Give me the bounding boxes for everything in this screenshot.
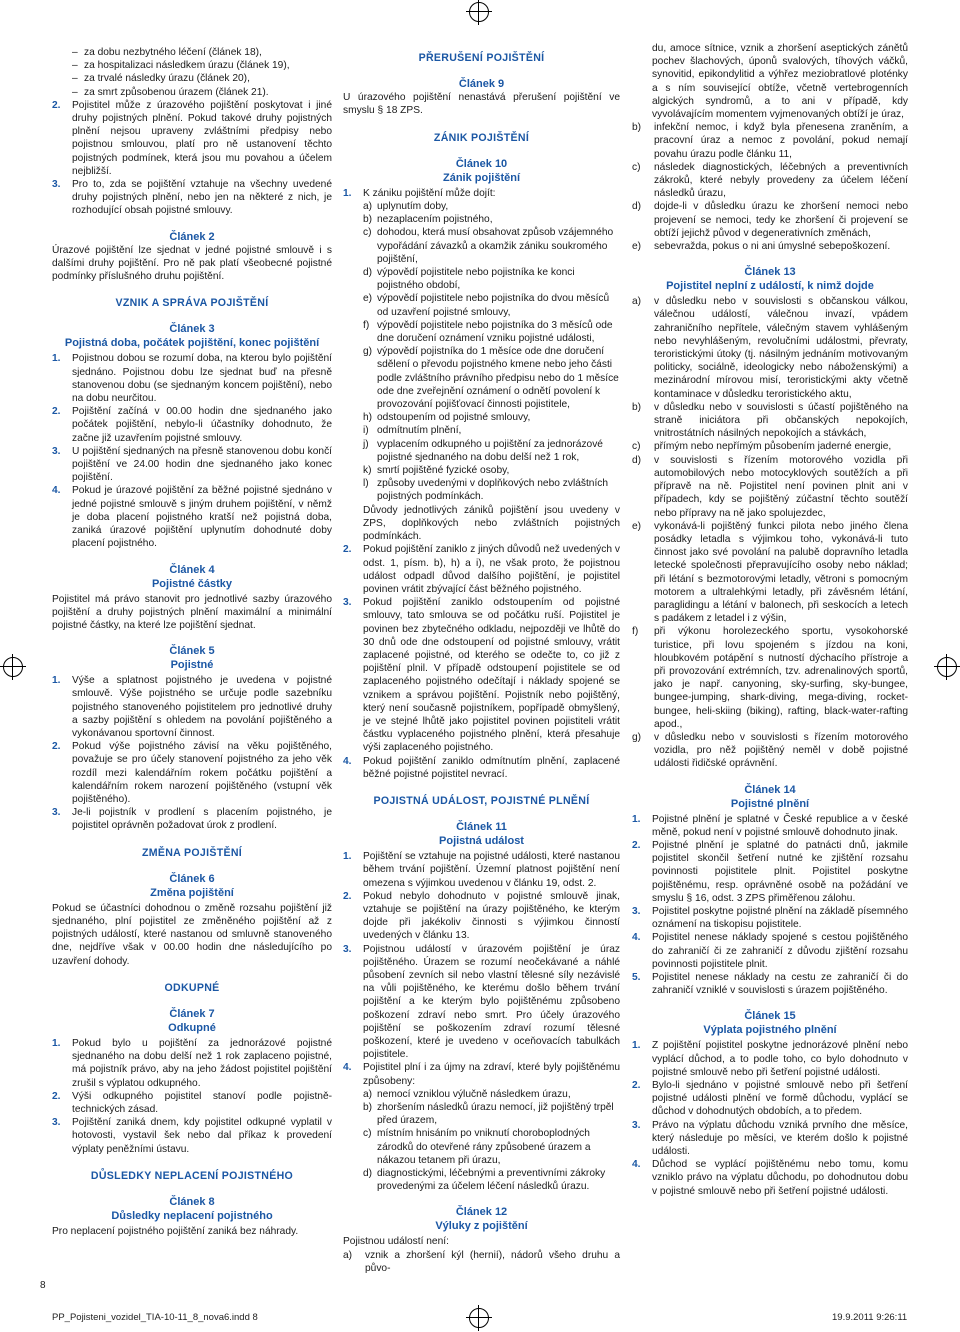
article-title: Důsledky neplacení pojistného bbox=[111, 1210, 273, 1222]
numbered-paragraph: 1. Výše a splatnost pojistného je uvedena v pojistné smlouvě. Výše pojistného se určuje podle sazebníku pojistného stanoveného pojistitelem pro jednotlivé druhy a sazby pojištění s ohledem na povolání pojištěného a vykonávanou sportovní činnost. bbox=[52, 675, 332, 739]
paragraph: U úrazového pojištění nenastává přerušení pojištění ve smyslu § 18 ZPS. bbox=[343, 92, 620, 117]
registration-mark-bottom bbox=[469, 1308, 489, 1328]
numbered-paragraph: 1. Pojištění se vztahuje na pojistné události, které nastanou během trvání pojištění. Územní platnost pojištění není omezena s výjimkou uvedenou v článku 19, odst. 2. bbox=[343, 851, 620, 889]
list-item: – za trvalé následky úrazu (článek 20), bbox=[72, 73, 250, 85]
section-heading: ZMĚNA POJIŠTĚNÍ bbox=[141, 846, 243, 859]
section-heading: ODKUPNÉ bbox=[164, 981, 220, 994]
list-item: e) vykonává-li pojištěný funkci pilota nebo jiného člena posádky letadla s výjimkou toho, vykonává-li tuto činnost jako své povolání na palubě dopravního letadla letecké společnosti přepravujícího osoby nebo náklad; při létání s bezmotorovými letadly, větroni s pomocným motorem a ultralehkými letadly, při závěsném létání, paraglidingu a létání v balonech, při seskocích a letech s padákem z letadel i z výšin, bbox=[632, 520, 908, 625]
article-title: Zánik pojištění bbox=[442, 171, 520, 184]
numbered-paragraph: 1. Pojistnou dobou se rozumí doba, na kterou bylo pojištění sjednáno. Pojistnou dobu lze sjednat buď na přesně stanovenou dobu (se sjednaným koncem pojištění), nebo na dobu neurčitou. bbox=[52, 353, 332, 405]
list-item: e) sebevražda, pokus o ni ani úmyslné sebepoškození. bbox=[632, 241, 891, 253]
numbered-paragraph: 5. Pojistitel nenese náklady na cestu ze zahraničí či do zahraničí vzniklé v souvislosti s úrazem pojištěného. bbox=[632, 972, 908, 997]
article-title: Pojistné plnění bbox=[730, 797, 810, 810]
list-item: e) výpovědí pojistitele nebo pojistníka do dvou měsíců od uzavření pojistné smlouvy, bbox=[363, 293, 610, 318]
paragraph: Úrazové pojištění lze sjednat v jedné pojistné smlouvě i s dalšími druhy pojištění. Pro ně pak platí všeobecné pojistné podmínky příslušného druhu pojištění. bbox=[52, 244, 332, 283]
numbered-paragraph: 4. Pokud je úrazové pojištění za běžné pojistné sjednáno v jedné pojistné smlouvě s jiným druhem pojištění, v němž je doba placení pojistného kratší než pojistná doba, zaniká úrazové pojištění uplynutím dohodnuté doby placení pojistného. bbox=[52, 485, 332, 550]
numbered-paragraph: 3. U pojištění sjednaných na přesně stanovenou dobu končí pojištění ve 24.00 hodin dne sjednaného jako konec pojištění. bbox=[52, 445, 332, 484]
paragraph: du, amoce sítnice, vznik a zhoršení aseptických zánětů pochev šlachových, úponů svalových, tíhových váčků, synovitid, epikondylitid a výhřez meziobratlové ploténky a s ním související obtíže, včetně vertebrogenních algických syndromů, a to ani v případě, kdy vyvolávajícím momentem vyjmenovaných obtíží je úraz, bbox=[652, 43, 908, 121]
footer-timestamp: 19.9.2011 9:26:11 bbox=[832, 1312, 908, 1323]
footer-filename: PP_Pojisteni_vozidel_TIA-10-11_8_nova6.indd 8 bbox=[52, 1312, 258, 1323]
section-heading: ZÁNIK POJIŠTĚNÍ bbox=[433, 131, 530, 144]
article-title: Pojistné bbox=[170, 659, 214, 672]
list-item: d) výpovědí pojistitele nebo pojistníka ke konci pojistného období, bbox=[363, 267, 575, 292]
paragraph: Pojistitel má právo stanovit pro jednotlivé sazby úrazového pojištění a druhy pojistných plnění maximální a minimální pojistné částky, na které lze pojištění sjednat. bbox=[52, 593, 332, 631]
list-item: g) v důsledku nebo v souvislosti s řízením motorového vozidla, pro něž pojištěný neměl v době pojistné události řidičské oprávnění. bbox=[632, 731, 908, 770]
numbered-paragraph: 3. Pojištění zaniká dnem, kdy pojistitel odkupné vyplatil v hotovosti, vystavil šek nebo dal příkaz k provedení výplaty peněžními ústavu. bbox=[52, 1117, 332, 1155]
numbered-paragraph: 2. Pokud pojištění zaniklo z jiných důvodů než uvedených v odst. 1, písm. b), h) a i), ne však proto, že pojistnou událost odpadl důvod dalšího pojištění, je pojistitel povinen vrátit zbývající část běžného pojistného. bbox=[343, 544, 620, 595]
article-title: Odkupné bbox=[168, 1021, 216, 1034]
numbered-paragraph: 2. Bylo-li sjednáno v pojistné smlouvě nebo při šetření pojistné události plnění ve formě důchodu, vyplácí se důchod v dohodnutých obdobích, a to předem. bbox=[632, 1080, 908, 1118]
paragraph: Pro neplacení pojistného pojištění zaniká bez náhrady. bbox=[52, 1226, 299, 1237]
article-heading: Článek 11 bbox=[456, 821, 507, 834]
list-item: g) výpovědí pojistníka do 1 měsíce ode dne doručení sdělení o převodu pojistného kmene nebo jeho části podle zvláštního právního předpisu nebo do 1 měsíce ode dne zveřejnění oznámení o odnětí povolení k provozování pojišťovací činnosti pojistitele, bbox=[363, 346, 619, 411]
article-heading: Článek 9 bbox=[458, 78, 505, 91]
section-heading: PŘERUŠENÍ POJIŠTĚNÍ bbox=[418, 52, 545, 64]
list-item: k) smrtí pojištěné fyzické osoby, bbox=[363, 465, 510, 477]
list-item: h) odstoupením od pojistné smlouvy, bbox=[363, 412, 531, 424]
article-heading: Článek 12 bbox=[455, 1206, 508, 1219]
article-heading: Článek 13 bbox=[744, 266, 796, 279]
numbered-paragraph: 3. Právo na výplatu důchodu vzniká prvního dne měsíce, který následuje po měsíci, ve kterém došlo k pojistné události. bbox=[632, 1119, 908, 1158]
numbered-paragraph: 1. Pokud bylo u pojištění za jednorázové pojistné sjednaného na dobu delší než 1 rok zaplaceno pojistné, má pojistník právo, aby na jeho žádost pojistitel pojištění zrušil s výplatou odkupného. bbox=[52, 1037, 332, 1089]
list-item: – za hospitalizaci následkem úrazu (článek 19), bbox=[72, 60, 290, 72]
list-item: i) odmítnutím plnění, bbox=[363, 425, 462, 437]
numbered-paragraph: 2. Pojištění začíná v 00.00 hodin dne sjednaného jako počátek pojištění, nebylo-li účastníky dohodnuto, že začne již uzavřením pojistné smlouvy. bbox=[52, 406, 332, 444]
numbered-paragraph: 2. Pokud výše pojistného závisí na věku pojištěného, považuje se pro účely stanovení pojistného za jeho věk rozdíl mezi kalendářním rokem počátku pojištění a kalendářním rokem narození pojištěného (vstupní věk pojištěného). bbox=[52, 741, 332, 805]
article-heading: Článek 8 bbox=[169, 1196, 215, 1208]
numbered-paragraph: 1. Pojistné plnění je splatné v České republice a v české měně, pokud není v pojistné smlouvě dohodnuto jinak. bbox=[632, 813, 908, 838]
list-item: c) dohodou, která musí obsahovat způsob vzájemného vypořádání závazků a okamžik zániku soukromého pojištění, bbox=[363, 227, 614, 265]
numbered-paragraph: 3. Pokud pojištění zaniklo odstoupením od pojistné smlouvy, tato smlouva se od počátku ruší. Pojistitel je povinen bez zbytečného odkladu, nejpozději ve lhůtě do 30 dnů ode dne odstoupení od pojistné smlouvy, vrátit zaplacené pojistné, od kterého se odečte to, co již z pojištění plnil. V případě odstoupení pojistitele se od zaplaceného pojistného odečítají i náklady spojené se vznikem a správou pojištění. Pojistník nebo pojištěný, který není současně pojistníkem, popřípadě obmyšlený, je ve stejné lhůtě jako pojistitel povinen pojistiteli vrátit částku vyplaceného pojistného plnění, která přesahuje výši zaplaceného pojistného. bbox=[343, 597, 620, 754]
registration-mark-left bbox=[3, 657, 23, 677]
lettered-list bbox=[632, 295, 908, 770]
article-title: Změna pojištění bbox=[150, 886, 234, 899]
list-item: b) infekční nemoc, i když byla přenesena zraněním, a pracovní úraz a nemoc z povolání, pokud nemají povahu úrazu podle článku 11, bbox=[632, 122, 908, 160]
column-right bbox=[632, 42, 908, 1198]
list-item: b) zhoršením následků úrazu nemocí, již pojištěný trpěl před úrazem, bbox=[363, 1102, 614, 1127]
numbered-paragraph: 1. K zániku pojištění může dojít: bbox=[343, 187, 496, 199]
registration-mark-top bbox=[469, 2, 489, 22]
section-heading: POJISTNÁ UDÁLOST, POJISTNÉ PLNĚNÍ bbox=[373, 794, 590, 807]
article-heading: Článek 10 bbox=[455, 157, 508, 170]
column-middle bbox=[343, 46, 620, 1275]
section-heading: VZNIK A SPRÁVA POJIŠTĚNÍ bbox=[115, 297, 269, 310]
column-left bbox=[52, 46, 332, 1238]
list-item: a) uplynutím doby, bbox=[363, 201, 449, 213]
list-item: c) následek diagnostických, léčebných a preventivních zákroků, které nebyly provedeny za účelem léčení následků úrazu, bbox=[632, 161, 908, 200]
article-heading: Článek 15 bbox=[744, 1010, 796, 1023]
list-item: c) přímým nebo nepřímým působením jaderné energie, bbox=[632, 441, 892, 453]
article-title: Pojistitel neplní z událostí, k nimž dojde bbox=[666, 280, 874, 293]
article-heading: Článek 7 bbox=[169, 1007, 215, 1020]
lettered-list bbox=[343, 1088, 620, 1194]
list-item: b) nezaplacením pojistného, bbox=[363, 214, 493, 226]
article-heading: Článek 5 bbox=[169, 645, 215, 658]
numbered-paragraph: 4. Pojistitel plní i za újmy na zdraví, které byly pojištěnému způsobeny: bbox=[343, 1062, 620, 1087]
list-item: f) při výkonu horolezeckého sportu, vysokohorské turistice, při lovu spojeném s jízdou na koni, hloubkovém potápění s nutností dýchacího přístroje a při provozování extrémních, tzv. adrenalinových sportů, jako je např. canyoning, sky-surfing, sky-bungee, bungee-jumping, shark-diving, mega-diving, rocket-bungee, heli-skiing (biking), rafting, black-water-rafting apod., bbox=[632, 626, 908, 730]
list-item: a) vznik a zhoršení kýl (hernií), nádorů všeho druhu a půvo- bbox=[343, 1249, 620, 1274]
list-item: – za smrt způsobenou úrazem (článek 21). bbox=[72, 86, 269, 98]
list-item: d) dojde-li v důsledku úrazu ke zhoršení nemoci nebo projevení se nemoci, tedy ke zhoršení či projevení se obtíží jejichž původ v degenerativních změnách, bbox=[632, 201, 908, 239]
list-item: j) vyplacením odkupného u pojištění za jednorázové pojistné sjednaného na dobu delší než 1 rok, bbox=[363, 438, 603, 463]
list-item: l) způsoby uvedenými v doplňkových nebo zvláštních pojistných podmínkách. bbox=[363, 478, 609, 503]
numbered-paragraph: 3. Pojistnou událostí v úrazovém pojištění je úraz pojištěného. Úrazem se rozumí neočekávané a náhlé působení zevních sil nebo vlastní tělesné síly nezávislé na vůli pojištěného, ke kterému došlo během trvání pojištění a ke kterým bylo pojištěnému způsobeno poškození zdraví nebo smrt. Pro účely úrazového pojištění se poškozením zdraví rozumí tělesné poškození, které je uvedeno v oceňovacích tabulkách pojistitele. bbox=[343, 943, 620, 1061]
article-heading: Článek 6 bbox=[169, 872, 215, 885]
list-item: f) výpovědí pojistitele nebo pojistníka do 3 měsíců ode dne doručení oznámení vzniku pojistné události, bbox=[363, 319, 613, 345]
article-heading: Článek 4 bbox=[169, 563, 215, 576]
numbered-paragraph: 4. Důchod se vyplácí pojištěnému nebo tomu, komu vzniklo právo na výplatu důchodu, po dohodnutou dobu v pojistné smlouvě nebo při šetření pojistné události. bbox=[632, 1159, 908, 1197]
numbered-paragraph: 2. Pojistné plnění je splatné do patnácti dnů, jakmile pojistitel skončil šetření nutné ke zjištění rozsahu povinnosti pojistitele plnit. Pojistitel poskytne pojištěnému, resp. oprávněné osobě na požádání ve smyslu § 16, odst. 3 ZPS přiměřenou zálohu. bbox=[632, 839, 908, 904]
article-title: Pojistné částky bbox=[151, 577, 233, 590]
numbered-paragraph: 2. Pojistitel může z úrazového pojištění poskytovat i jiné druhy pojistných plnění. Pokud takové druhy pojistných plnění nejsou upraveny zvláštními předpisy nebo pojistnou smlouvou, platí pro ně ustanovení těchto pojistných podmínek, která jsou mu povahou a účelem nejbližší. bbox=[52, 99, 332, 177]
page-number: 8 bbox=[40, 1280, 46, 1291]
list-item: d) v souvislosti s řízením motorového vozidla při automobilových nebo motocyklových soutěžích a při přípravě na ně. Pojistitel není povinen plnit ani v případech, kdy se pojištěný zúčastní těchto soutěží nebo přípravy na ně jako spolujezdec, bbox=[632, 454, 908, 519]
article-heading: Článek 3 bbox=[169, 323, 215, 336]
section-heading: DŮSLEDKY NEPLACENÍ POJISTNÉHO bbox=[90, 1169, 294, 1182]
article-title: Pojistná událost bbox=[439, 835, 524, 848]
numbered-paragraph: 3. Pojistitel poskytne pojistné plnění na základě písemného oznámení na tiskopisu pojistitele. bbox=[632, 905, 908, 931]
registration-mark-right bbox=[937, 657, 957, 677]
numbered-paragraph: 4. Pokud pojištění zaniklo odmítnutím plnění, zaplacené běžné pojistné pojistitel nevrací. bbox=[343, 755, 620, 780]
numbered-paragraph: 3. Je-li pojistník v prodlení s placením pojistného, je pojistitel oprávněn požadovat úrok z prodlení. bbox=[52, 807, 332, 832]
lettered-list bbox=[343, 200, 620, 504]
lettered-list bbox=[632, 121, 908, 253]
numbered-paragraph: 3. Pro to, zda se pojištění vztahuje na všechny uvedené druhy pojistných plnění, nebo jen na některé z nich, je rozhodující obsah pojistné smlouvy. bbox=[52, 179, 332, 217]
numbered-paragraph: 4. Pojistitel nenese náklady spojené s cestou pojištěného do zahraničí či ze zahraničí z důvodu zjištění rozsahu povinnosti pojistitele plnit. bbox=[632, 932, 908, 970]
article-title: Pojistná doba, počátek pojištění, konec pojištění bbox=[64, 337, 320, 350]
list-item: a) v důsledku nebo v souvislosti s občanskou válkou, válečnou událostí, válečnou invazí, vpádem zahraničního nepřítele, válečným stavem vyhlášeným nebo nevyhlášeným, revolučními událostmi, převraty, teroristickými útoky (tj. násilným jednáním motivovaným politicky, sociálně, ideologicky nebo náboženskými) a mezinárodní mírovou misí, teroristickými akty včetně kontaminace v důsledku teroristického aktu, bbox=[632, 296, 908, 400]
numbered-paragraph: 2. Pokud nebylo dohodnuto v pojistné smlouvě jinak, vztahuje se pojištění na úrazy pojištěného, ke kterým dojde při jakékoliv činnosti s výjimkou činností uvedených v článku 13. bbox=[343, 890, 620, 942]
list-item: a) nemocí vzniklou výlučně následkem úrazu, bbox=[363, 1088, 571, 1100]
paragraph: Pokud se účastníci dohodnou o změně rozsahu pojištění již sjednaného, plní pojistitel ze změněného pojištění až z pojistných událostí, které nastanou od smluvně stanoveného dne, nejdříve však v 00.00 hodin dne následujícího po uzavření dohody. bbox=[52, 902, 332, 967]
paragraph: Pojistnou událostí není: bbox=[343, 1236, 449, 1248]
list-item: d) diagnostickými, léčebnými a preventivními zákroky provedenými za účelem léčení následků úrazu. bbox=[363, 1168, 606, 1193]
article-heading: Článek 14 bbox=[744, 783, 796, 796]
article-title: Výluky z pojištění bbox=[435, 1220, 528, 1233]
paragraph: Důvody jednotlivých zániků pojištění jsou uvedeny v ZPS, doplňkových nebo zvláštních pojistných podmínkách. bbox=[363, 504, 620, 543]
list-item: – za dobu nezbytného léčení (článek 18), bbox=[72, 47, 262, 58]
numbered-paragraph: 1. Z pojištění pojistitel poskytne jednorázové plnění nebo vyplácí důchod, a to podle toho, co bylo dohodnuto v pojistné smlouvě nebo při šetření pojistné události. bbox=[632, 1040, 908, 1078]
list-item: c) místním hnisáním po vniknutí choroboplodných zárodků do otevřené rány způsobené úrazem a nákazou tetanem při úrazu, bbox=[363, 1128, 591, 1166]
numbered-paragraph: 2. Výši odkupného pojistitel stanoví podle pojistně-technických zásad. bbox=[52, 1090, 332, 1115]
article-heading: Článek 2 bbox=[169, 230, 215, 243]
article-title: Výplata pojistného plnění bbox=[703, 1024, 837, 1037]
list-item: b) v důsledku nebo v souvislosti s účastí pojištěného na straně iniciátora při občanských nepokojích, vnitrostátních násilných nepokojích a stávkách, bbox=[632, 401, 908, 440]
